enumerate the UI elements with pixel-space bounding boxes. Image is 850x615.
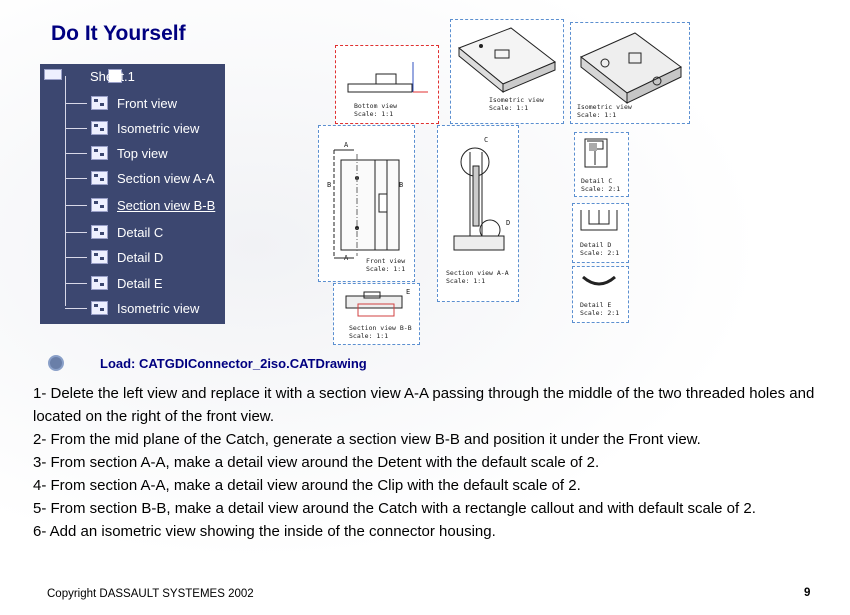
page-title: Do It Yourself <box>51 22 186 45</box>
front-view-label-a-2: A <box>344 254 349 262</box>
tree-item-section-view-aa[interactable] <box>40 168 215 188</box>
tree-item-top-view[interactable] <box>40 143 168 163</box>
front-view-label-b-2: B <box>399 181 404 189</box>
front-view-label-a: A <box>344 141 349 149</box>
front-view-frame[interactable] <box>318 125 415 282</box>
tree-item-label: Isometric view <box>117 120 200 136</box>
bottom-view-scale: Scale: 1:1 <box>354 110 394 118</box>
detail-c-scale: Scale: 2:1 <box>581 185 621 193</box>
specification-tree <box>40 64 225 324</box>
view-icon <box>91 96 108 110</box>
tree-item-label: Section view A-A <box>117 170 215 186</box>
tree-item-label: Detail D <box>117 249 164 265</box>
view-icon <box>91 146 108 160</box>
detail-d-frame[interactable] <box>572 203 629 263</box>
instruction-5: 5- From section B-B, make a detail view around the Catch with a rectangle callout and with default scale of 2. <box>33 500 756 517</box>
tree-root-sheet[interactable]: Sheet.1 <box>90 69 135 84</box>
instruction-6: 6- Add an isometric view showing the inside of the connector housing. <box>33 523 496 540</box>
isometric-view-1-name: Isometric view <box>489 96 544 104</box>
view-icon <box>91 225 108 239</box>
tree-item-isometric-view[interactable] <box>40 118 199 138</box>
tree-item-label: Top view <box>117 145 168 161</box>
page-number: 9 <box>804 587 811 599</box>
copyright: Copyright DASSAULT SYSTEMES 2002 <box>47 588 254 600</box>
view-icon <box>91 301 108 315</box>
bottom-view-name: Bottom view <box>354 102 398 110</box>
section-view-bb-frame[interactable] <box>333 283 420 345</box>
bottom-view-frame[interactable] <box>335 45 439 124</box>
tree-item-front-view[interactable] <box>40 93 177 113</box>
detail-e-name: Detail E <box>580 301 612 309</box>
instruction-1: 1- Delete the left view and replace it with a section view A-A passing through the middle of the two threaded holes and located on the right of the front view. <box>33 385 815 425</box>
tree-item-label: Isometric view <box>117 300 200 316</box>
instruction-2: 2- From the mid plane of the Catch, generate a section view B-B and position it under the Front view. <box>33 431 701 448</box>
detail-d-name: Detail D <box>580 241 612 249</box>
section-aa-scale: Scale: 1:1 <box>446 277 486 285</box>
detail-c-name: Detail C <box>581 177 613 185</box>
section-bb-name: Section view B-B <box>349 324 412 332</box>
view-icon <box>91 121 108 135</box>
front-view-scale: Scale: 1:1 <box>366 265 406 273</box>
view-icon <box>91 250 108 264</box>
section-aa-name: Section view A-A <box>446 269 509 277</box>
tree-item-label: Front view <box>117 95 177 111</box>
tree-item-detail-c[interactable] <box>40 222 163 242</box>
front-view-label-b: B <box>327 181 332 189</box>
detail-e-frame[interactable] <box>572 266 629 323</box>
gear-icon <box>48 355 64 371</box>
section-view-aa-frame[interactable] <box>437 125 519 302</box>
view-icon <box>91 276 108 290</box>
isometric-view-1-scale: Scale: 1:1 <box>489 104 529 112</box>
detail-e-scale: Scale: 2:1 <box>580 309 620 317</box>
tree-item-isometric-view-2[interactable] <box>40 298 199 318</box>
isometric-view-2-scale: Scale: 1:1 <box>577 111 617 119</box>
tree-item-detail-e[interactable] <box>40 273 163 293</box>
isometric-view-1-frame[interactable] <box>450 19 564 124</box>
section-bb-scale: Scale: 1:1 <box>349 332 389 340</box>
section-bb-label-e: E <box>406 288 411 296</box>
view-icon <box>91 171 108 185</box>
front-view-name: Front view <box>366 257 406 265</box>
tree-item-label: Detail C <box>117 224 164 240</box>
isometric-view-2-name: Isometric view <box>577 103 632 111</box>
instructions <box>33 382 823 543</box>
load-file-text: Load: CATGDIConnector_2iso.CATDrawing <box>100 355 367 371</box>
tree-item-section-view-bb[interactable] <box>40 195 215 215</box>
view-icon <box>91 198 108 212</box>
instruction-4: 4- From section A-A, make a detail view around the Clip with the default scale of 2. <box>33 477 581 494</box>
section-aa-label-c: C <box>484 136 489 144</box>
tree-item-detail-d[interactable] <box>40 247 163 267</box>
isometric-view-2-frame[interactable] <box>570 22 690 124</box>
section-aa-label-d: D <box>506 219 511 227</box>
instruction-3: 3- From section A-A, make a detail view around the Detent with the default scale of 2. <box>33 454 600 471</box>
detail-c-frame[interactable] <box>574 132 629 197</box>
load-line <box>48 355 367 371</box>
detail-d-scale: Scale: 2:1 <box>580 249 620 257</box>
tree-item-label: Detail E <box>117 275 163 291</box>
tree-item-label: Section view B-B <box>117 197 216 213</box>
root-expander-icon[interactable] <box>44 69 62 80</box>
